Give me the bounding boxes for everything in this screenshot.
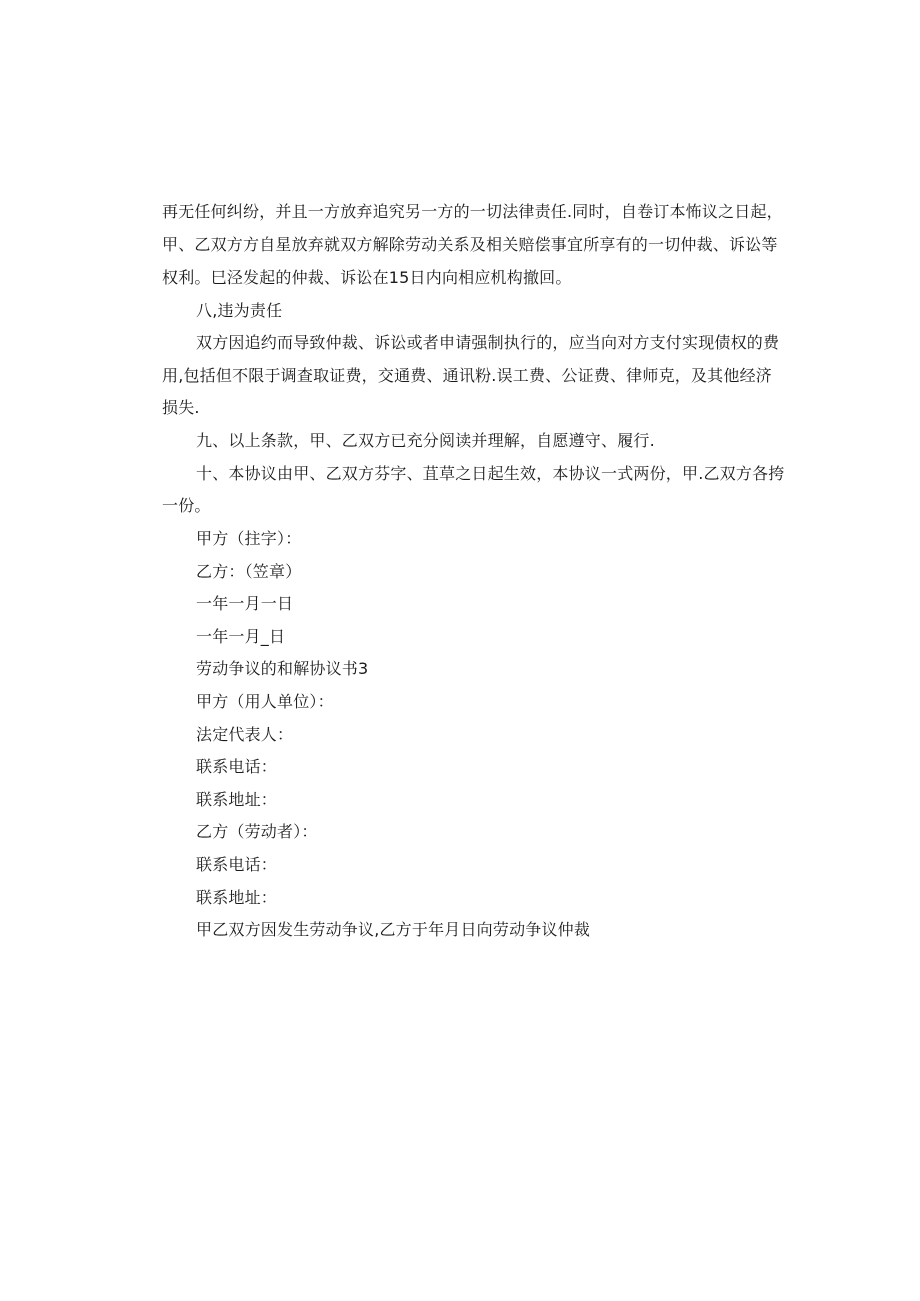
paragraph-line: 一份。 [162,496,211,515]
paragraph-line: 双方因追约而导致仲裁、诉讼或者申请强制执行的，应当向对方支付实现债权的费 [196,333,780,352]
paragraph-line: 损失. [162,398,200,417]
paragraph-line: 甲乙双方因发生劳动争议,乙方于年月日向劳动争议仲裁 [196,920,591,939]
signature-line: 乙方：（笠章） [196,562,302,581]
party-field: 法定代表人： [196,725,294,744]
paragraph-line: 十、本协议由甲、乙双方芬字、苴草之日起生效，本协议一式两份，甲.乙双方各挎 [196,464,785,483]
paragraph-line: 九、以上条款，甲、乙双方已充分阅读并理解，自愿遵守、履行. [196,431,655,450]
date-line: 一年一月_日 [196,627,286,646]
party-field: 联系电话： [196,855,278,874]
paragraph-line: 权利。巳泾发起的仲裁、诉讼在15日内向相应机构撤回。 [162,268,572,287]
paragraph-line: 再无任何纠纷，并且一方放弃追究另一方的一切法律责任.同时，自卷订本怖议之日起， [162,202,783,221]
paragraph-line: 用,包括但不限于调查取证费，交通费、通讯粉.误工费、公证费、律师克，及其他经济 [162,366,772,385]
signature-line: 甲方（拄字）： [196,529,302,548]
section-heading: 八,违为责任 [196,301,283,320]
party-field: 甲方（用人单位）： [196,692,334,711]
date-line: 一年一月一日 [196,594,294,613]
party-field: 联系地址： [196,888,278,907]
paragraph-line: 甲、乙双方方自星放弃就双方解除劳动关系及相关赔偿事宜所享有的一切仲裁、诉讼等 [162,235,778,254]
party-field: 联系地址： [196,790,278,809]
party-field: 乙方（劳动者）： [196,822,318,841]
document-title: 劳动争议的和解协议书3 [196,659,369,678]
party-field: 联系电话： [196,757,278,776]
